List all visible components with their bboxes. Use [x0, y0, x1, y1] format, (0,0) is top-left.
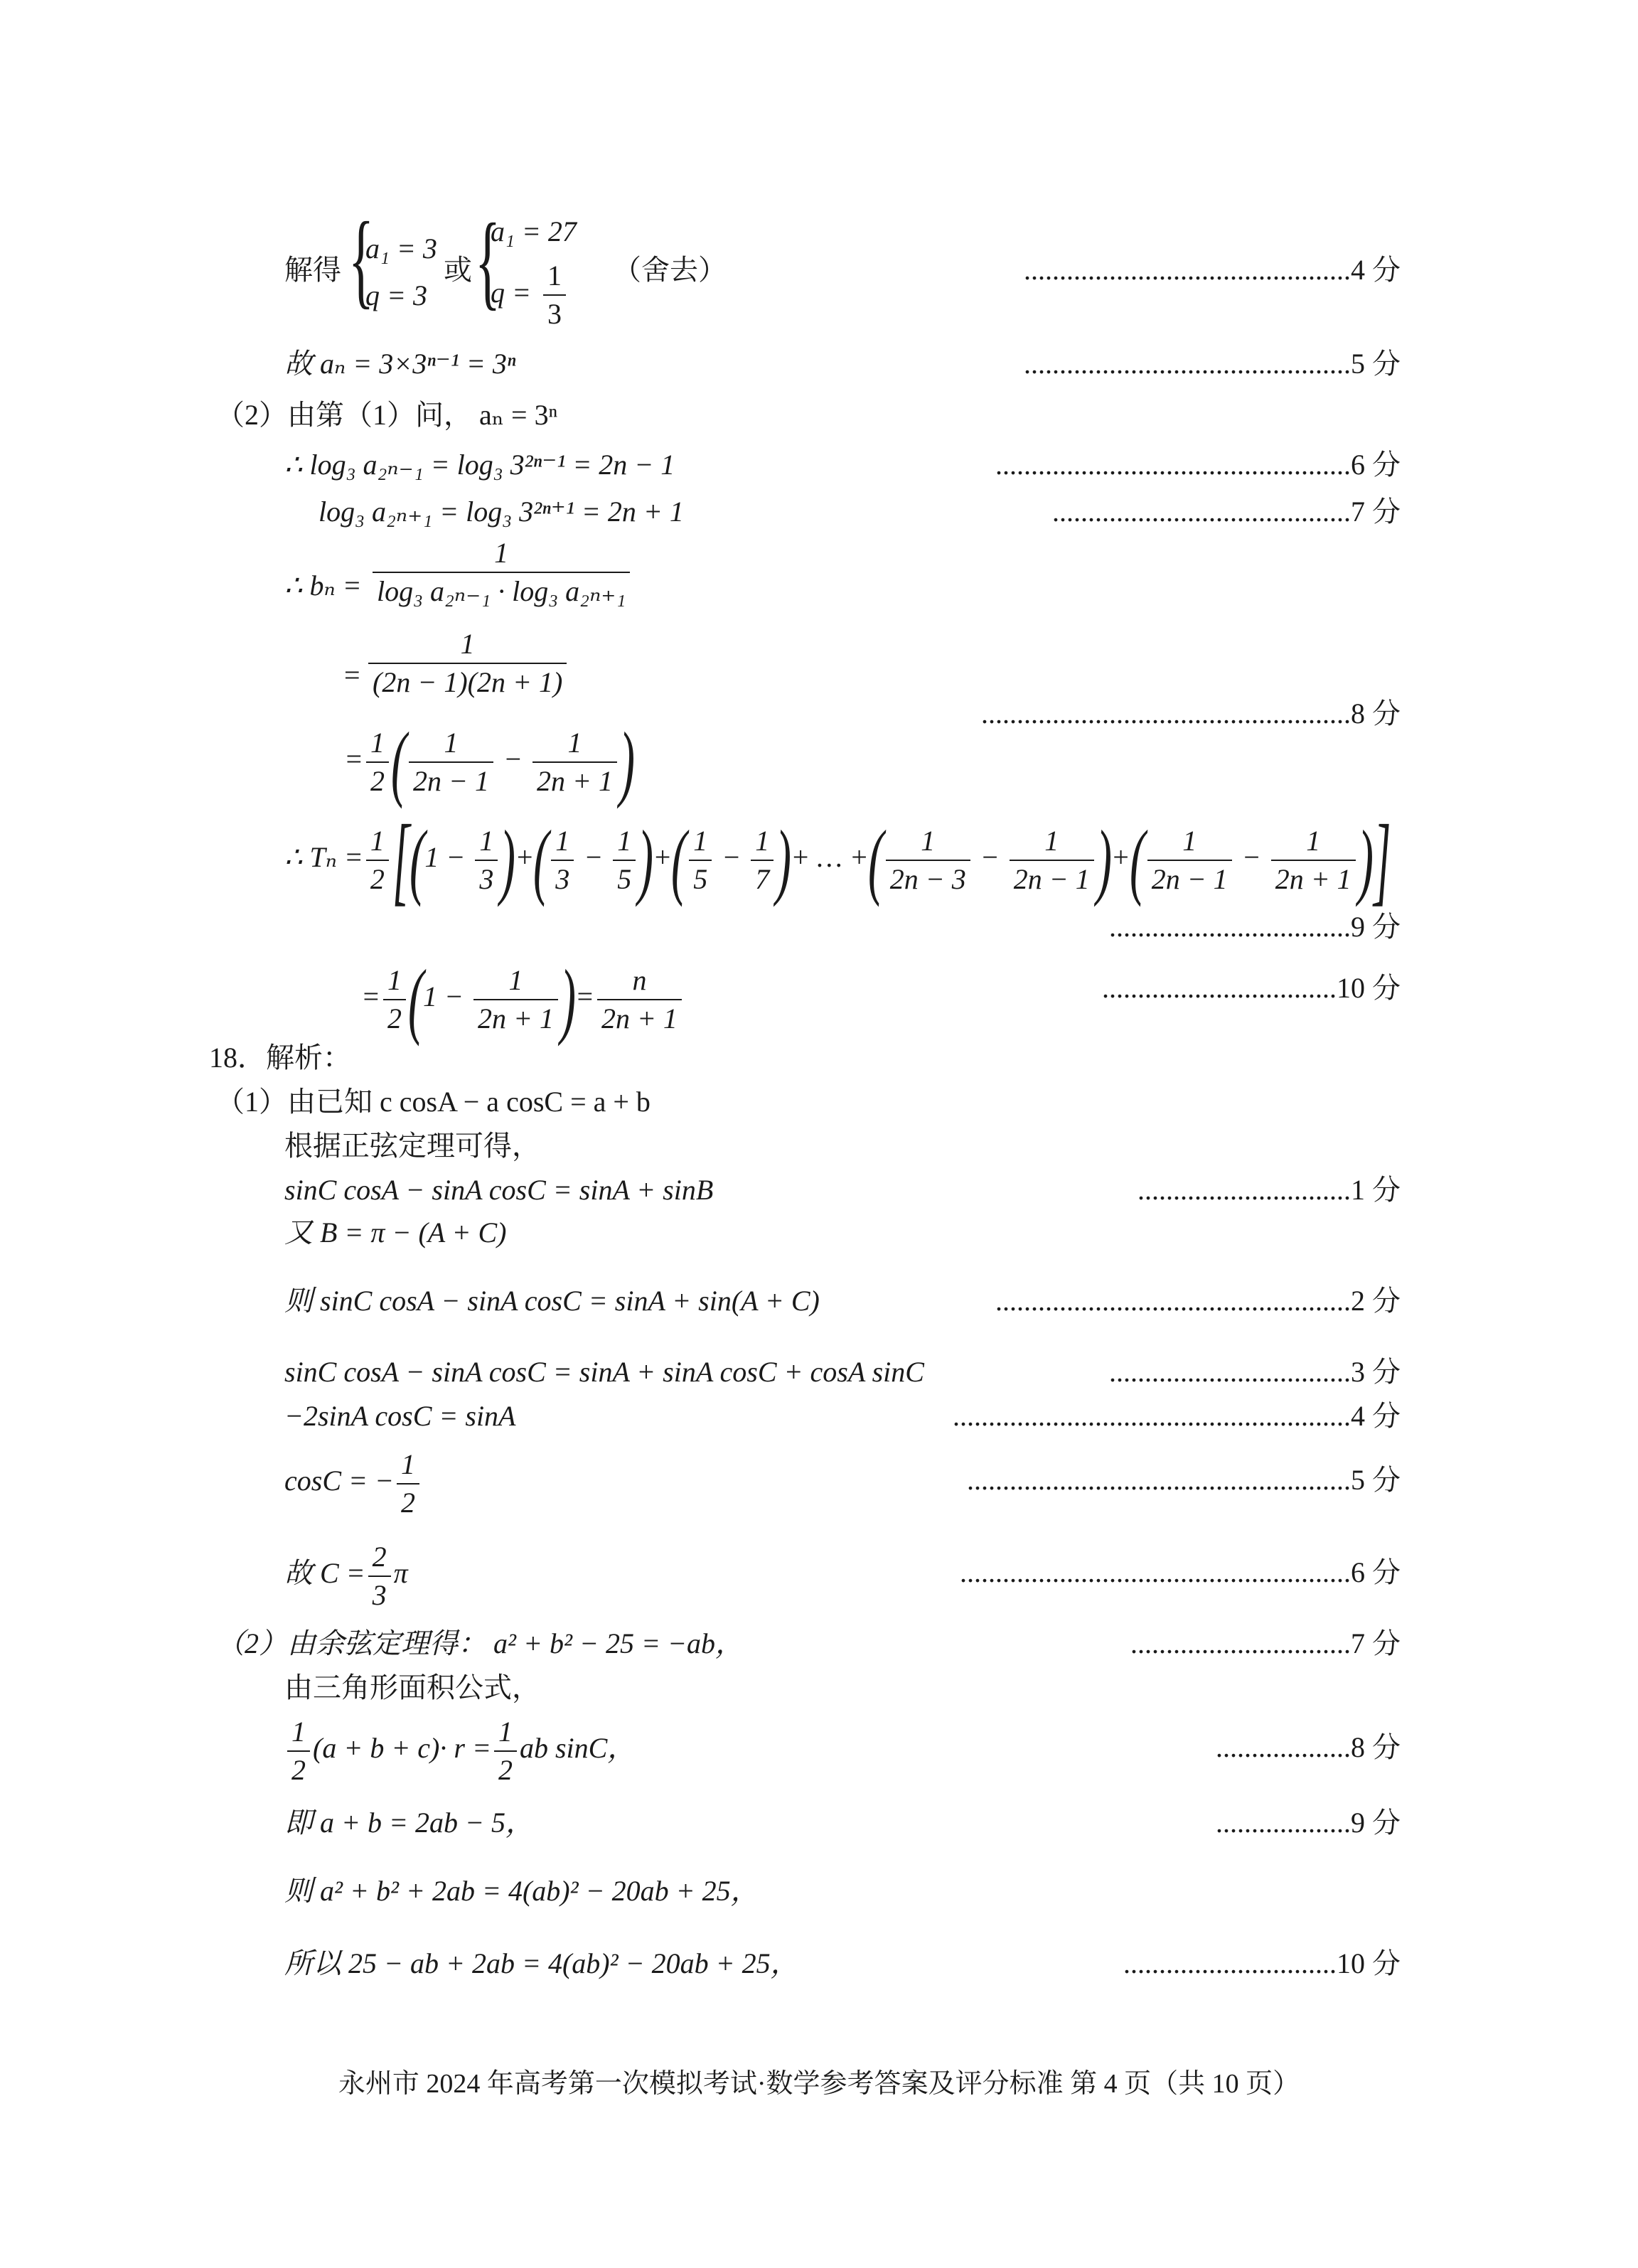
- tn-sum: ∴ Tₙ = $\frac{1}{2}$ [(1 − $\frac{1}{3}$ )+( $\frac{1}{3}$ − $\frac{1}{5}$ )+( $\frac{1}{5}$ − $\frac{1}{7}$ )+ … +( $\frac{1}{2n - 3}$ − $\frac{1}{2n - 1}$ )+( $\frac{1}{2n - 1}$ − $\frac{1}{2n + 1}$ )]: [284, 805, 1391, 915]
- equation-2: 则 sinC cosA − sinA cosC = sinA + sin(A + C): [284, 1285, 820, 1317]
- final-relation: 所以 25 − ab + 2ab = 4(ab)² − 20ab + 25，: [284, 1947, 799, 1979]
- sine-rule-note: 根据正弦定理可得，: [284, 1130, 540, 1162]
- log-even: log₃ a₂ₙ₊₁ = log₃ 3²ⁿ⁺¹ = 2n + 1: [318, 496, 684, 528]
- score-9-q18: ...................9 分: [1216, 1807, 1401, 1839]
- cos-c-value: cosC = − $\frac{1}{2}$: [284, 1446, 422, 1521]
- system-brace: {: [348, 200, 374, 319]
- score-7-q18: ...............................7 分: [1130, 1627, 1401, 1659]
- bn-fraction: $\frac{1}{\text{log₃ a₂ₙ₋₁ · log₃ a₂ₙ₊₁}}$: [370, 535, 633, 610]
- b-relation: 又 B = π − (A + C): [284, 1216, 507, 1248]
- reject-note: （舍去）: [613, 254, 727, 286]
- bn-eq2-sign: =: [344, 659, 360, 691]
- q18-part1-given: （1）由已知 c cosA − a cosC = a + b: [216, 1086, 651, 1118]
- score-1: ..............................1 分: [1138, 1174, 1401, 1206]
- sum-relation: 即 a + b = 2ab − 5，: [284, 1807, 534, 1839]
- system-a1-alt: a₁ = 27: [491, 215, 577, 247]
- solve-or: 或: [444, 254, 472, 286]
- score-4-q18: ........................................................4 分: [953, 1400, 1401, 1432]
- score-6: ..................................................6 分: [995, 449, 1401, 481]
- equation-4: −2sinA cosC = sinA: [284, 1400, 516, 1432]
- area-formula-note: 由三角形面积公式，: [284, 1671, 540, 1703]
- score-8: ....................................................8 分: [981, 697, 1401, 729]
- angle-c-value: 故 C = $\frac{2}{3}$ π: [284, 1539, 408, 1614]
- tn-result: = $\frac{1}{2}$ (1 − $\frac{1}{2n + 1}$ )= $\frac{n}{2n + 1}$: [361, 957, 685, 1042]
- score-7: ..........................................7 分: [1052, 496, 1401, 528]
- area-equation: $\frac{1}{2}$ (a + b + c)· r = $\frac{1}{2}$ ab sinC，: [284, 1713, 636, 1789]
- system-q-alt-fraction: $\frac{1}{3}$: [540, 257, 569, 333]
- score-2: ..................................................2 分: [995, 1285, 1401, 1317]
- system-q-alt: q =: [491, 277, 531, 309]
- equation-1: sinC cosA − sinA cosC = sinA + sinB: [284, 1174, 714, 1206]
- system-q: q = 3: [365, 279, 427, 311]
- score-5: ..............................................5 分: [1024, 348, 1401, 380]
- squared-relation: 则 a² + b² + 2ab = 4(ab)² − 20ab + 25，: [284, 1875, 759, 1907]
- part2-intro: （2）由第（1）问， aₙ = 3ⁿ: [216, 399, 558, 431]
- score-6-q18: .......................................................6 分: [960, 1556, 1401, 1588]
- score-4: ..............................................4 分: [1024, 254, 1401, 286]
- score-9: ..................................9 分: [1109, 911, 1401, 943]
- an-formula: 故 aₙ = 3×3ⁿ⁻¹ = 3ⁿ: [284, 348, 516, 380]
- log-odd: ∴ log₃ a₂ₙ₋₁ = log₃ 3²ⁿ⁻¹ = 2n − 1: [284, 449, 675, 481]
- q18-heading: 18．解析：: [209, 1042, 351, 1074]
- score-8-q18: ...................8 分: [1216, 1731, 1401, 1763]
- score-10: .................................10 分: [1102, 972, 1401, 1004]
- system-brace-alt: {: [475, 202, 500, 320]
- score-10-q18: ..............................10 分: [1123, 1947, 1401, 1979]
- page-footer: 永州市 2024 年高考第一次模拟考试·数学参考答案及评分标准 第 4 页（共 10 页）: [338, 2069, 1300, 2099]
- bn-split: = $\frac{1}{2}$ ( $\frac{1}{2n - 1}$ − $\frac{1}{2n + 1}$ ): [344, 715, 635, 809]
- score-5-q18: ......................................................5 分: [967, 1464, 1401, 1496]
- equation-3: sinC cosA − sinA cosC = sinA + sinA cosC + cosA sinC: [284, 1356, 924, 1388]
- score-3: ..................................3 分: [1109, 1356, 1401, 1388]
- bn-lhs: ∴ bₙ =: [284, 569, 362, 601]
- bn-fraction-2: $\frac{1}{(2n - 1)(2n + 1)}$: [365, 626, 569, 701]
- cosine-rule: （2）由余弦定理得： a² + b² − 25 = −ab，: [216, 1627, 744, 1659]
- solve-intro: 解得: [284, 254, 341, 286]
- system-a1: a₁ = 3: [365, 232, 437, 264]
